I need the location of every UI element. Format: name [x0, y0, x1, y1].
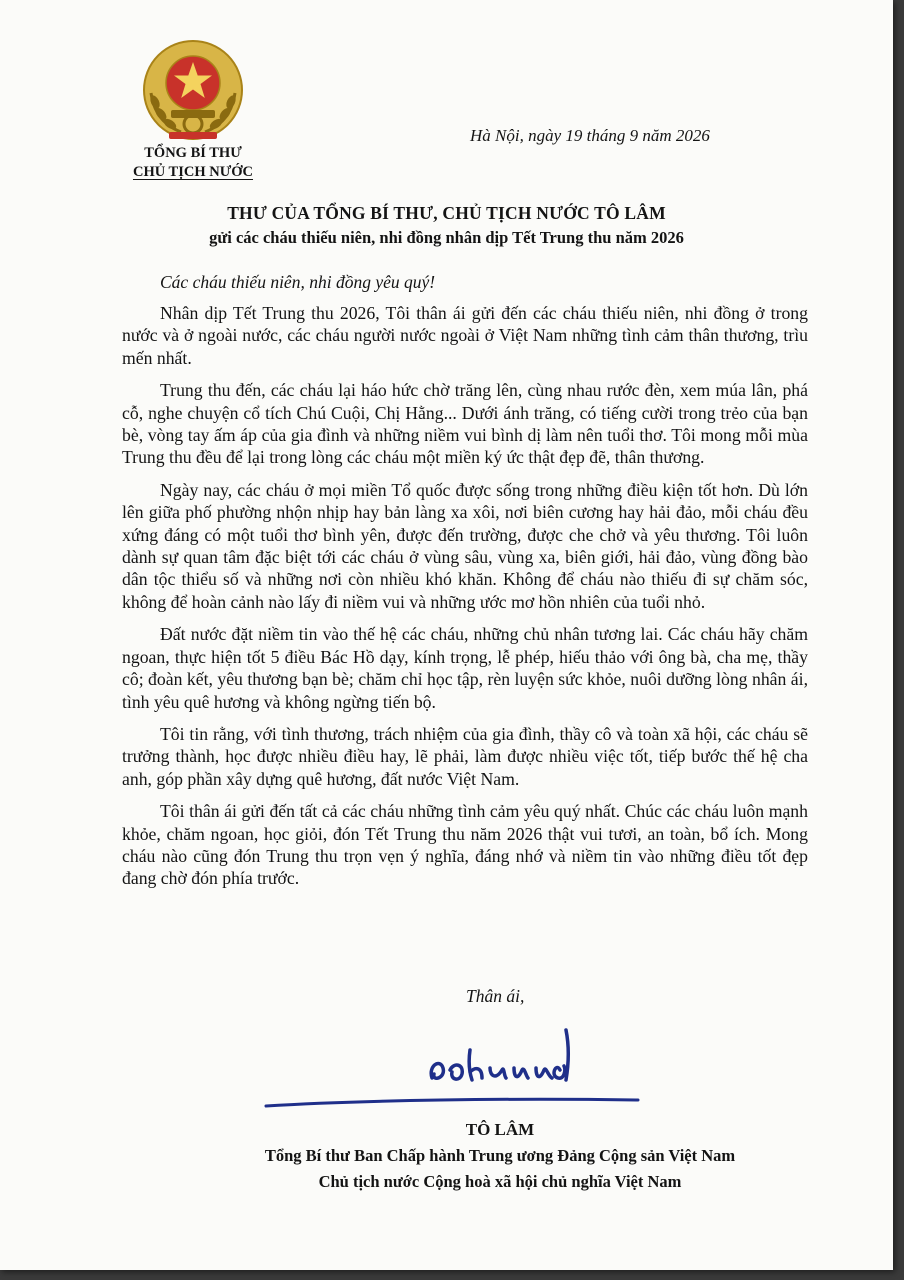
letter-body	[122, 302, 808, 900]
letter-title	[0, 203, 893, 248]
signer-title-2: Chủ tịch nước Cộng hoà xã hội chủ nghĩa Việt Nam	[318, 1172, 682, 1191]
salutation: Các cháu thiếu niên, nhi đồng yêu quý!	[160, 272, 436, 292]
signer-name: TÔ LÂM	[465, 1120, 535, 1139]
signer-title-1: Tổng Bí thư Ban Chấp hành Trung ương Đảng Cộng sản Việt Nam	[264, 1146, 736, 1165]
letter-date: Hà Nội, ngày 19 tháng 9 năm 2026	[470, 126, 710, 145]
closing: Thân ái,	[466, 986, 525, 1006]
paragraph: Nhân dịp Tết Trung thu 2026, Tôi thân ái gửi đến các cháu thiếu niên, nhi đồng ở trong nước và ở ngoài nước, các cháu người nước ngoài ở Việt Nam những tình cảm thân thương, trìu mến nhất.	[122, 303, 808, 368]
handwritten-signature	[410, 1010, 650, 1100]
issuing-agency	[118, 144, 268, 182]
signer-block	[180, 1120, 820, 1192]
paragraph: Tôi thân ái gửi đến tất cả các cháu những tình cảm yêu quý nhất. Chúc các cháu luôn mạnh khỏe, chăm ngoan, học giỏi, đón Tết Trung thu năm 2026 thật vui tươi, an toàn, bổ ích. Mong cháu nào cũng đón Trung thu trọn vẹn ý nghĩa, đáng nhớ và niềm tin vào những điều tốt đẹp đang chờ đón phía trước.	[122, 801, 808, 889]
paragraph: Trung thu đến, các cháu lại háo hức chờ trăng lên, cùng nhau rước đèn, xem múa lân, phá cỗ, nghe chuyện cổ tích Chú Cuội, Chị Hằng... Dưới ánh trăng, có tiếng cười trong trẻo của bạn bè, vòng tay ấm áp của gia đình và những niềm vui bình dị làm nên tuổi thơ. Tôi mong mỗi mùa Trung thu đều để lại trong lòng các cháu một miền ký ức thật đẹp đẽ, thân thương.	[122, 380, 808, 468]
paragraph: Tôi tin rằng, với tình thương, trách nhiệm của gia đình, thầy cô và toàn xã hội, các cháu sẽ trưởng thành, học được nhiều điều hay, lẽ phải, làm được nhiều việc tốt, tiếp bước thế hệ cha anh, góp phần xây dựng quê hương, đất nước Việt Nam.	[122, 723, 808, 789]
agency-line-2: CHỦ TỊCH NƯỚC	[132, 164, 254, 180]
signature-underline	[262, 1092, 642, 1112]
title-subtitle: gửi các cháu thiếu niên, nhi đồng nhân dịp Tết Trung thu năm 2026	[209, 228, 684, 247]
paragraph: Ngày nay, các cháu ở mọi miền Tổ quốc được sống trong những điều kiện tốt hơn. Dù lớn lên giữa phố phường nhộn nhịp hay bản làng xa xôi, nơi biên cương hay hải đảo, mỗi cháu đều xứng đáng có một tuổi thơ bình yên, được đến trường, được che chở và yêu thương. Tôi luôn dành sự quan tâm đặc biệt tới các cháu ở vùng sâu, vùng xa, biên giới, hải đảo, vùng đồng bào dân tộc thiểu số và những nơi còn nhiều khó khăn. Không để cháu nào thiếu đi sự chăm sóc, không để hoàn cảnh nào lấy đi niềm vui và những ước mơ hồn nhiên của tuổi nhỏ.	[122, 479, 808, 612]
national-emblem-icon	[141, 38, 245, 142]
paragraph: Đất nước đặt niềm tin vào thế hệ các cháu, những chủ nhân tương lai. Các cháu hãy chăm ngoan, thực hiện tốt 5 điều Bác Hồ dạy, kính trọng, lễ phép, hiếu thảo với ông bà, cha mẹ, thầy cô; đoàn kết, yêu thương bạn bè; chăm chỉ học tập, rèn luyện sức khỏe, nuôi dưỡng lòng nhân ái, tình yêu quê hương và không ngừng tiến bộ.	[122, 624, 808, 712]
title-main: THƯ CỦA TỔNG BÍ THƯ, CHỦ TỊCH NƯỚC TÔ LÂM	[227, 203, 666, 223]
agency-line-1: TỔNG BÍ THƯ	[144, 145, 242, 161]
letterhead	[118, 38, 268, 182]
